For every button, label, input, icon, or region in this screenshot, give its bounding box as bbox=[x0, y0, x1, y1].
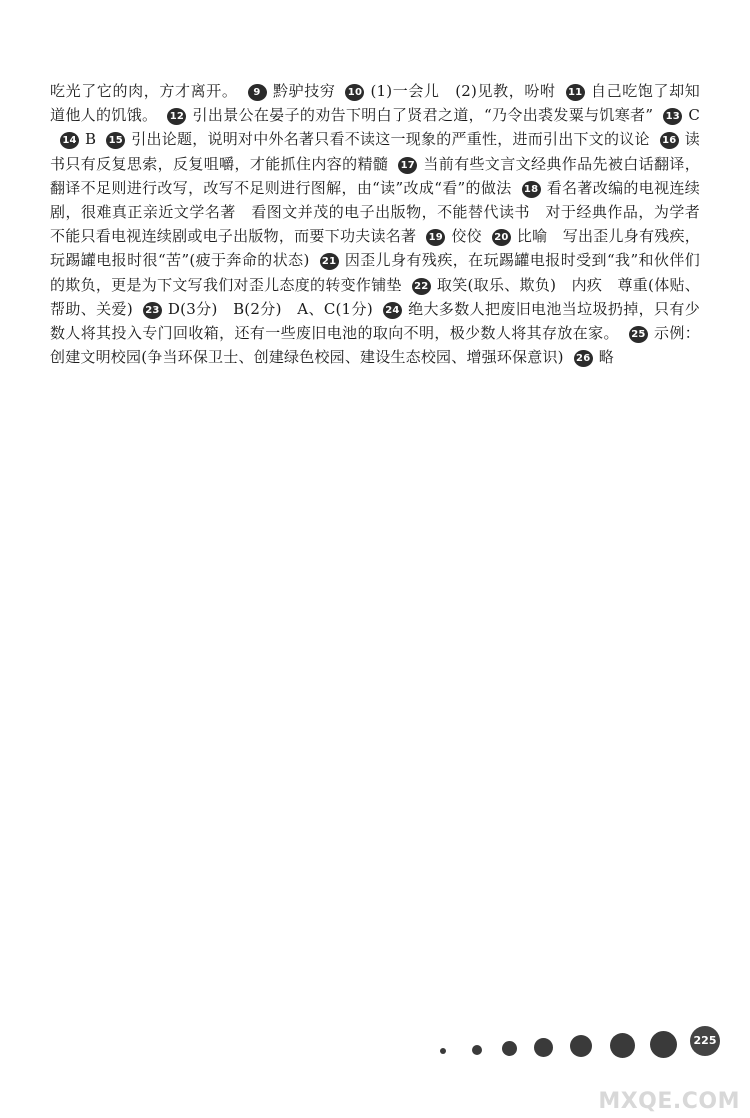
question-number-badge: 12 bbox=[167, 108, 186, 125]
footer-dot bbox=[472, 1045, 482, 1055]
footer-dot bbox=[534, 1038, 553, 1057]
question-number-badge: 14 bbox=[60, 132, 79, 149]
question-number-badge: 9 bbox=[248, 84, 267, 101]
answer-text-run: 比喻 写出歪儿身有残疾，玩踢罐电报时很“苦”(疲于奔命的状态) bbox=[50, 227, 700, 270]
answer-text-run: D(3分) B(2分) A、C(1分) bbox=[167, 299, 373, 318]
question-number-badge: 16 bbox=[660, 132, 679, 149]
question-number-badge: 20 bbox=[492, 229, 511, 246]
answer-text-run: 略 bbox=[598, 348, 614, 367]
answer-text-run: 吃光了它的肉，方才离开。 bbox=[50, 82, 238, 100]
page-number: 225 bbox=[690, 1026, 720, 1056]
answer-text-run: 取笑(取乐、欺负) 内疚 尊重(体贴、帮助、关爱) bbox=[50, 275, 700, 318]
answer-text-run: B bbox=[85, 130, 97, 149]
question-number-badge: 18 bbox=[522, 181, 541, 198]
answer-text-run: 黔驴技穷 bbox=[272, 82, 336, 100]
question-number-badge: 26 bbox=[574, 350, 593, 367]
question-number-badge: 19 bbox=[426, 229, 445, 246]
question-number-badge: 13 bbox=[663, 108, 682, 125]
question-number-badge: 24 bbox=[383, 302, 402, 319]
question-number-badge: 25 bbox=[629, 326, 648, 343]
question-number-badge: 10 bbox=[345, 84, 364, 101]
answer-text-run: 引出景公在晏子的劝告下明白了贤君之道，“乃令出裘发粟与饥寒者” bbox=[192, 106, 654, 125]
answer-text-run: 当前有些文言文经典作品先被白话翻译，翻译不足则进行改写，改写不足则进行图解，由“读”改成“看”的做法 bbox=[50, 154, 700, 197]
answer-text-run: C bbox=[688, 106, 700, 125]
answer-text-run: 佼佼 bbox=[451, 227, 482, 246]
answer-text-run: 看名著改编的电视连续剧，很难真正亲近文学名著 看图文并茂的电子出版物，不能替代读书 对于经典作品，为学者不能只看电视连续剧或电子出版物，而要下功夫读名著 bbox=[50, 178, 700, 246]
answer-text-run: (1)一会儿 (2)见教，吩咐 bbox=[370, 82, 556, 100]
answer-text-run: 引出论题，说明对中外名著只看不读这一现象的严重性，进而引出下文的议论 bbox=[131, 130, 650, 149]
question-number-badge: 21 bbox=[320, 253, 339, 270]
footer-dot bbox=[502, 1041, 517, 1056]
question-number-badge: 17 bbox=[398, 157, 417, 174]
footer-dots bbox=[440, 1028, 720, 1068]
answer-text-run: 示例：创建文明校园(争当环保卫士、创建绿色校园、建设生态校园、增强环保意识) bbox=[50, 324, 700, 367]
answer-text-run: 自己吃饱了却知道他人的饥饿。 bbox=[50, 82, 701, 125]
footer-dot bbox=[650, 1031, 677, 1058]
question-number-badge: 15 bbox=[106, 132, 125, 149]
question-number-badge: 11 bbox=[566, 84, 585, 101]
footer-dot bbox=[570, 1035, 592, 1057]
question-number-badge: 23 bbox=[143, 302, 162, 319]
footer-dot bbox=[610, 1033, 635, 1058]
footer-dot bbox=[440, 1048, 446, 1054]
answer-text-run: 读书只有反复思索，反复咀嚼，才能抓住内容的精髓 bbox=[50, 130, 700, 173]
answer-text-run: 因歪儿身有残疾，在玩踢罐电报时受到“我”和伙伴们的欺负，更是为下文写我们对歪儿态度的转变作铺垫 bbox=[50, 251, 701, 294]
answer-text-run: 绝大多数人把废旧电池当垃圾扔掉，只有少数人将其投入专门回收箱，还有一些废旧电池的取向不明，极少数人将其存放在家。 bbox=[50, 299, 700, 343]
answer-text bbox=[50, 79, 700, 369]
watermark: MXQE.COM bbox=[598, 1089, 740, 1114]
question-number-badge: 22 bbox=[412, 278, 431, 295]
